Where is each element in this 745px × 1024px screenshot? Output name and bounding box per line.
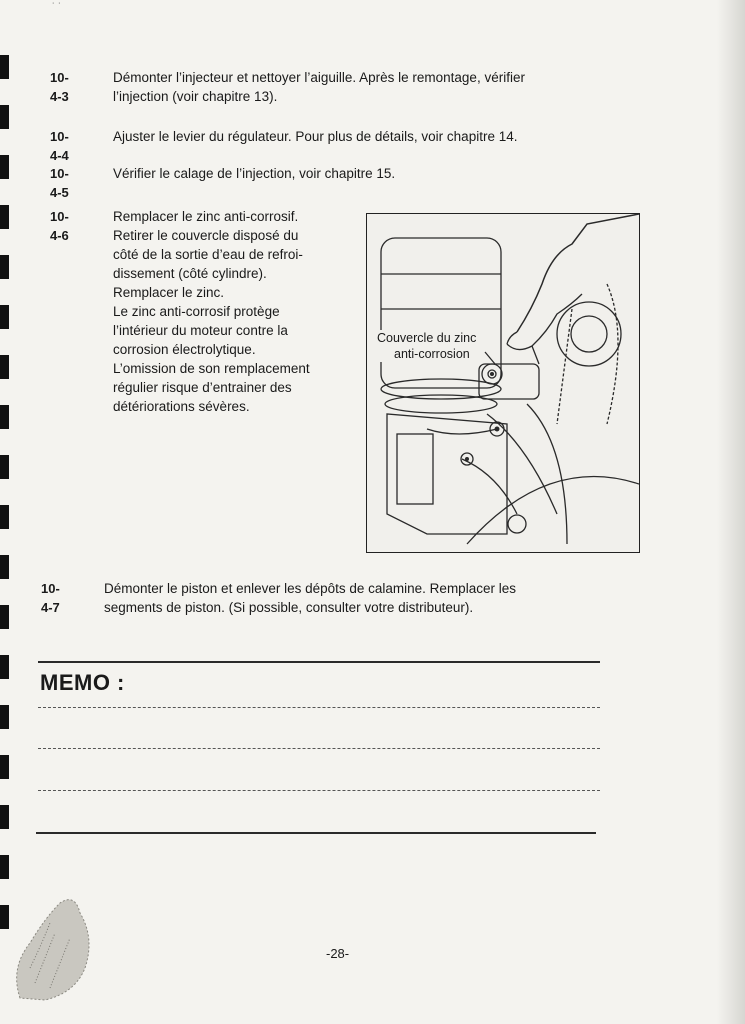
step-number: 10-4-4 xyxy=(50,129,69,163)
memo-line xyxy=(38,748,600,749)
step-line: Remplacer le zinc anti-corrosif. xyxy=(113,209,299,224)
memo-line xyxy=(38,790,600,791)
step-line: Vérifier le calage de l’injection, voir chapitre 15. xyxy=(113,166,396,181)
step-line: L’omission de son remplacement xyxy=(113,361,310,376)
step-line: Démonter le piston et enlever les dépôts de calamine. Remplacer les xyxy=(104,581,516,596)
step-line: Le zinc anti-corrosif protège xyxy=(113,304,280,319)
step-number: 10-4-6 xyxy=(50,209,69,243)
step-number: 10-4-5 xyxy=(50,166,69,200)
scan-mark: ˙ ˙ xyxy=(52,2,62,13)
memo-line xyxy=(38,707,600,708)
step-number: 10-4-3 xyxy=(50,70,69,104)
step-text xyxy=(104,579,516,617)
step-line: dissement (côté cylindre). xyxy=(113,266,267,281)
step-line: Remplacer le zinc. xyxy=(113,285,225,300)
step-line: côté de la sortie d’eau de refroi- xyxy=(113,247,303,262)
engine-figure xyxy=(366,213,640,553)
step-line: l’intérieur du moteur contre la xyxy=(113,323,288,338)
memo-bottom-rule xyxy=(36,832,596,834)
page-edge-shadow xyxy=(717,0,745,1024)
figure-label-line: Couvercle du zinc xyxy=(377,331,477,345)
step-line: Démonter l’injecteur et nettoyer l’aiguille. Après le remontage, vérifier xyxy=(113,70,525,85)
binder-holes xyxy=(0,0,16,1024)
step-line: segments de piston. (Si possible, consulter votre distributeur). xyxy=(104,600,474,615)
step-number: 10-4-7 xyxy=(41,581,60,615)
step-line: Ajuster le levier du régulateur. Pour plus de détails, voir chapitre 14. xyxy=(113,129,518,144)
step-line: détériorations sévères. xyxy=(113,399,250,414)
figure-label xyxy=(375,330,478,362)
step-text xyxy=(113,127,517,146)
step-line: Retirer le couvercle disposé du xyxy=(113,228,299,243)
engine-illustration-icon xyxy=(367,214,639,552)
step-line: corrosion électrolytique. xyxy=(113,342,256,357)
figure-label-line: anti-corrosion xyxy=(394,347,470,361)
paper-stain-icon xyxy=(0,888,110,1008)
page-number: -28- xyxy=(326,946,350,961)
step-line: l’injection (voir chapitre 13). xyxy=(113,89,278,104)
memo-title: MEMO : xyxy=(40,670,125,695)
step-text xyxy=(113,68,525,106)
memo-top-rule xyxy=(38,661,600,663)
step-text xyxy=(113,164,395,183)
step-text xyxy=(113,207,310,416)
step-line: régulier risque d’entrainer des xyxy=(113,380,292,395)
